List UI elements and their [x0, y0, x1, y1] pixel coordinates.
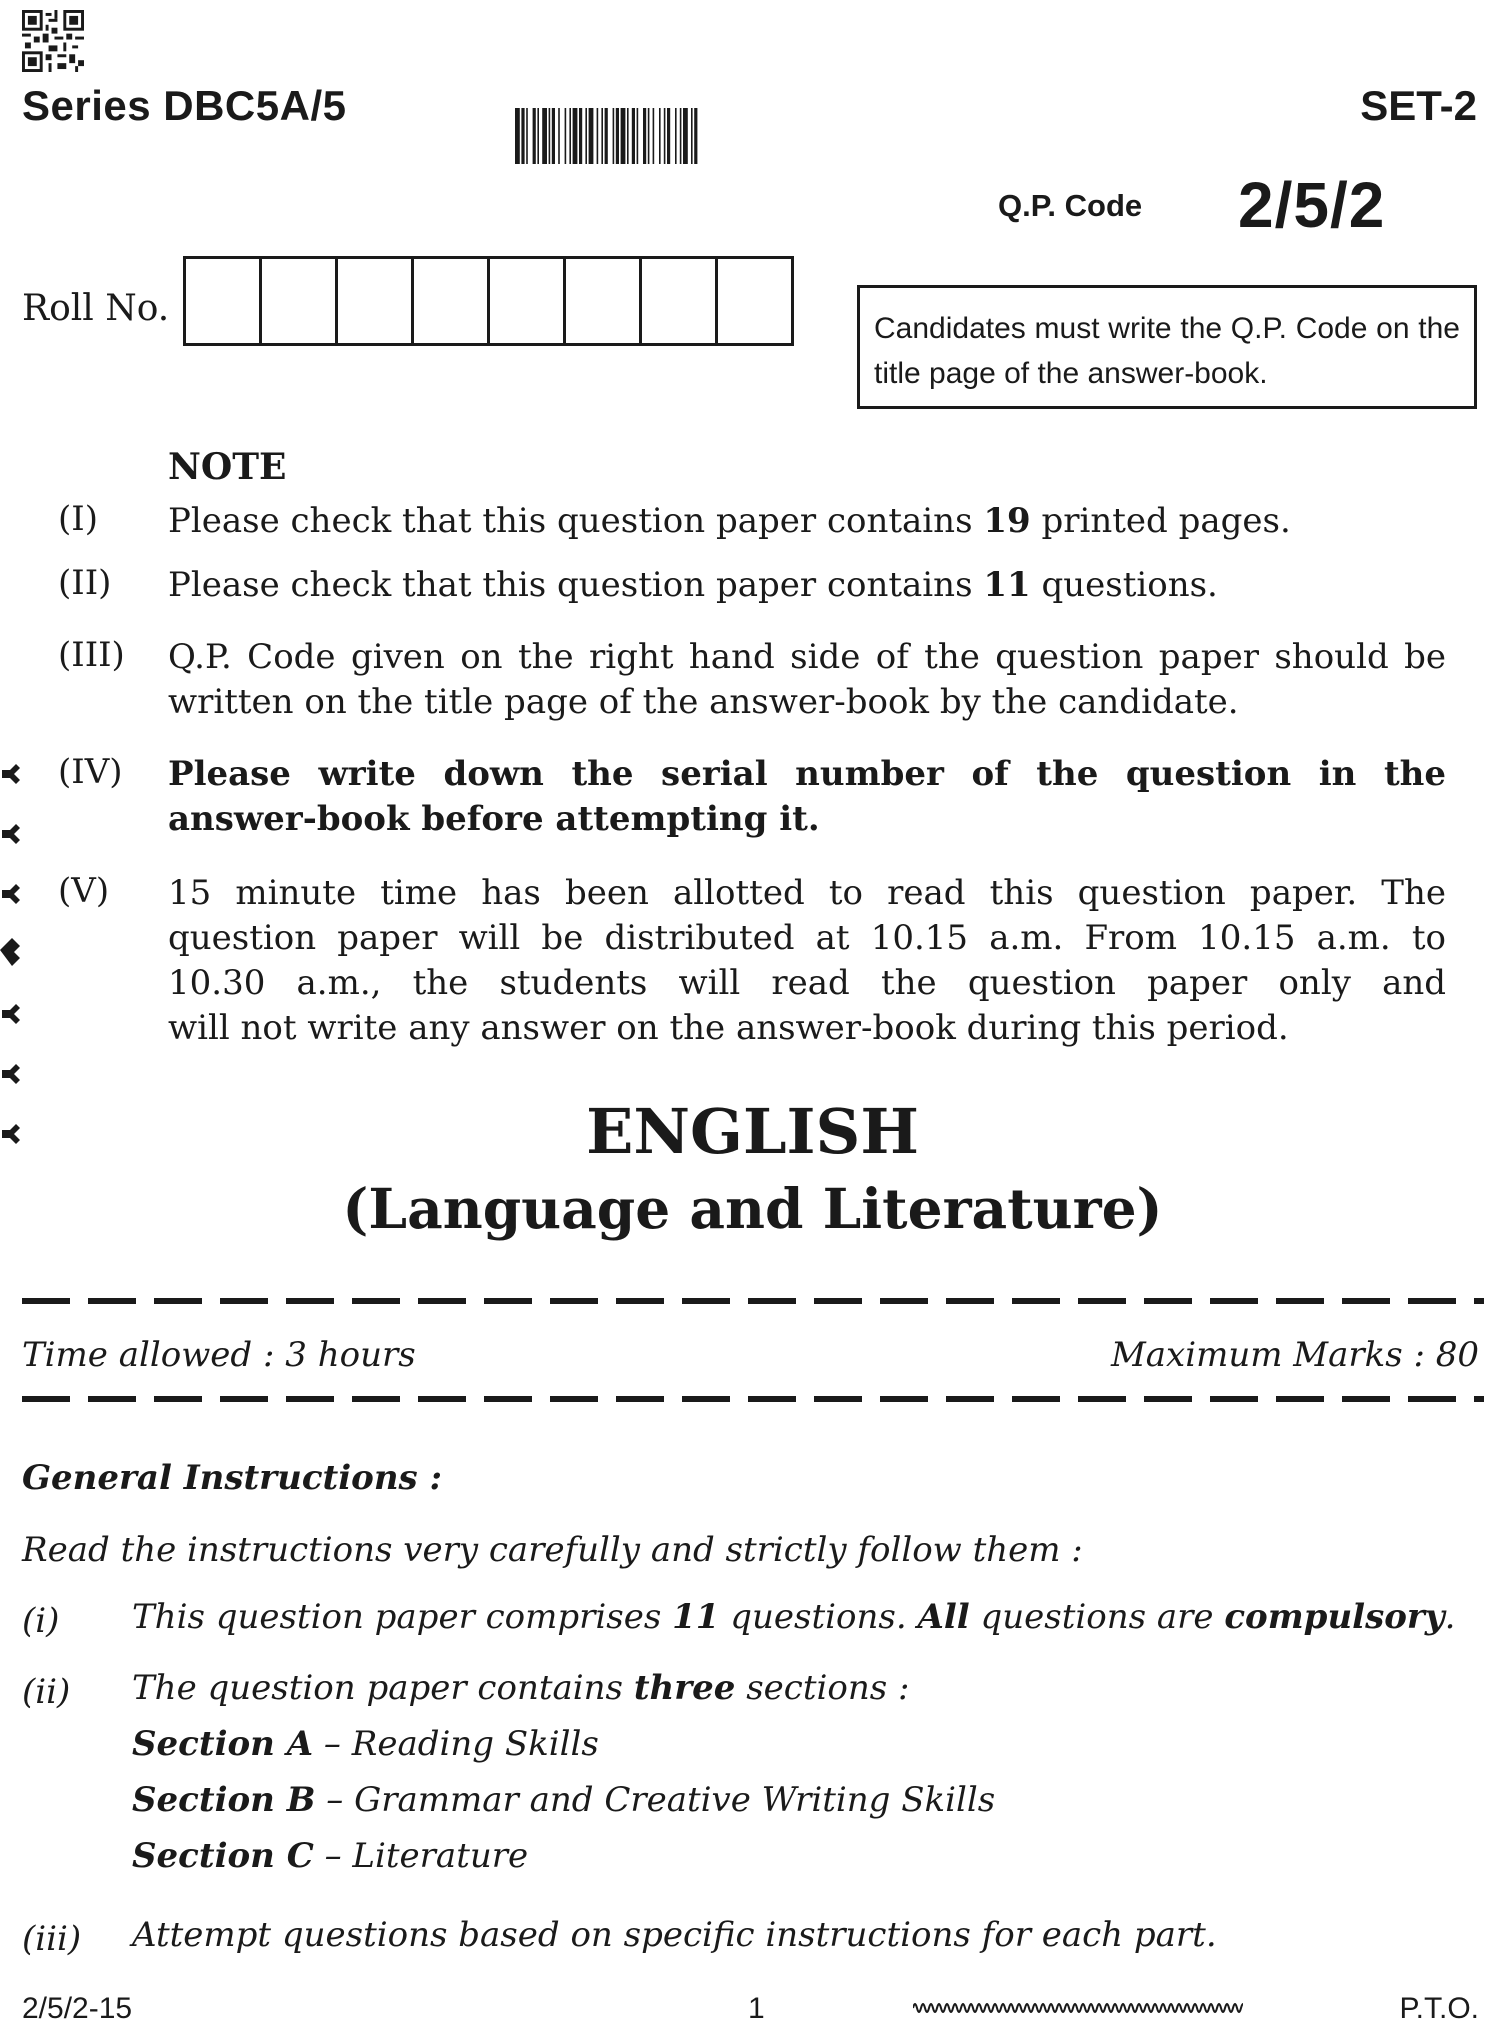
note-title: NOTE [168, 446, 287, 488]
footer-pto: P.T.O. [1399, 1992, 1479, 2025]
note-item-text: 15 minute time has been allotted to read this question paper. The question paper will be distributed at 10.15 a.m. From 10.15 a.m. to 10.30 a.m., the students will read the question paper only and will not write any answer on the answer-book during this period. [168, 873, 1446, 1048]
note-item-text: Q.P. Code given on the right hand side of the question paper should be written on the title page of the answer-book by the candidate. [168, 637, 1446, 722]
barcode [515, 108, 800, 164]
side-margin-marks [0, 760, 24, 1150]
instruction-number: (ii) [22, 1672, 71, 1712]
note-item-number: (II) [58, 563, 112, 603]
note-item-text: Please check that this question paper contains 11 questions. [168, 565, 1218, 605]
roll-number-boxes [183, 256, 794, 346]
note-item-text: Please write down the serial number of the question in the answer-book before attempting it. [168, 754, 1446, 839]
instruction-text: The question paper contains three sections : Section A – Reading Skills Section B – Grammar and Creative Writing Skills Section C – Literature [132, 1660, 995, 1884]
qr-code [22, 10, 84, 72]
qp-code-value: 2/5/2 [1238, 169, 1386, 241]
roll-number-label: Roll No. [22, 288, 170, 329]
footer-wavy-line [913, 1998, 1243, 2018]
subject-title: ENGLISH [586, 1095, 919, 1168]
note-item-text: Please check that this question paper contains 19 printed pages. [168, 501, 1291, 541]
qp-code-notice-text: Candidates must write the Q.P. Code on the title page of the answer-book. [874, 312, 1460, 390]
general-instructions-title: General Instructions : [22, 1458, 443, 1498]
general-instructions-intro: Read the instructions very carefully and strictly follow them : [22, 1530, 1083, 1570]
roll-number-box [566, 259, 642, 343]
section-item: Section C – Literature [132, 1836, 529, 1876]
dashed-divider [22, 1298, 1484, 1304]
section-item: Section B – Grammar and Creative Writing Skills [132, 1780, 996, 1820]
qp-code-notice-box [857, 285, 1477, 409]
roll-number-box [718, 259, 791, 343]
qp-code-label: Q.P. Code [998, 188, 1143, 223]
instruction-number: (i) [22, 1601, 60, 1641]
roll-number-box [338, 259, 414, 343]
maximum-marks: Maximum Marks : 80 [1110, 1335, 1479, 1375]
roll-number-box [490, 259, 566, 343]
footer-paper-code: 2/5/2-15 [22, 1992, 133, 2025]
roll-number-box [414, 259, 490, 343]
instruction-number: (iii) [22, 1919, 82, 1959]
section-item: Section A – Reading Skills [132, 1724, 599, 1764]
roll-number-box [642, 259, 718, 343]
dashed-divider [22, 1396, 1484, 1402]
set-label: SET-2 [1360, 82, 1477, 129]
note-item-number: (III) [58, 635, 125, 675]
note-item-number: (IV) [58, 752, 123, 792]
instruction-text: This question paper comprises 11 questions. All questions are compulsory. [132, 1597, 1456, 1637]
roll-number-box [262, 259, 338, 343]
note-item-number: (V) [58, 871, 110, 911]
series-label: Series DBC5A/5 [22, 82, 347, 129]
roll-number-box [186, 259, 262, 343]
time-allowed: Time allowed : 3 hours [22, 1335, 416, 1375]
subject-subtitle: (Language and Literature) [342, 1176, 1163, 1241]
instruction-text: Attempt questions based on specific instructions for each part. [132, 1915, 1217, 1955]
note-item-number: (I) [58, 499, 98, 539]
footer-page-number: 1 [748, 1992, 765, 2025]
